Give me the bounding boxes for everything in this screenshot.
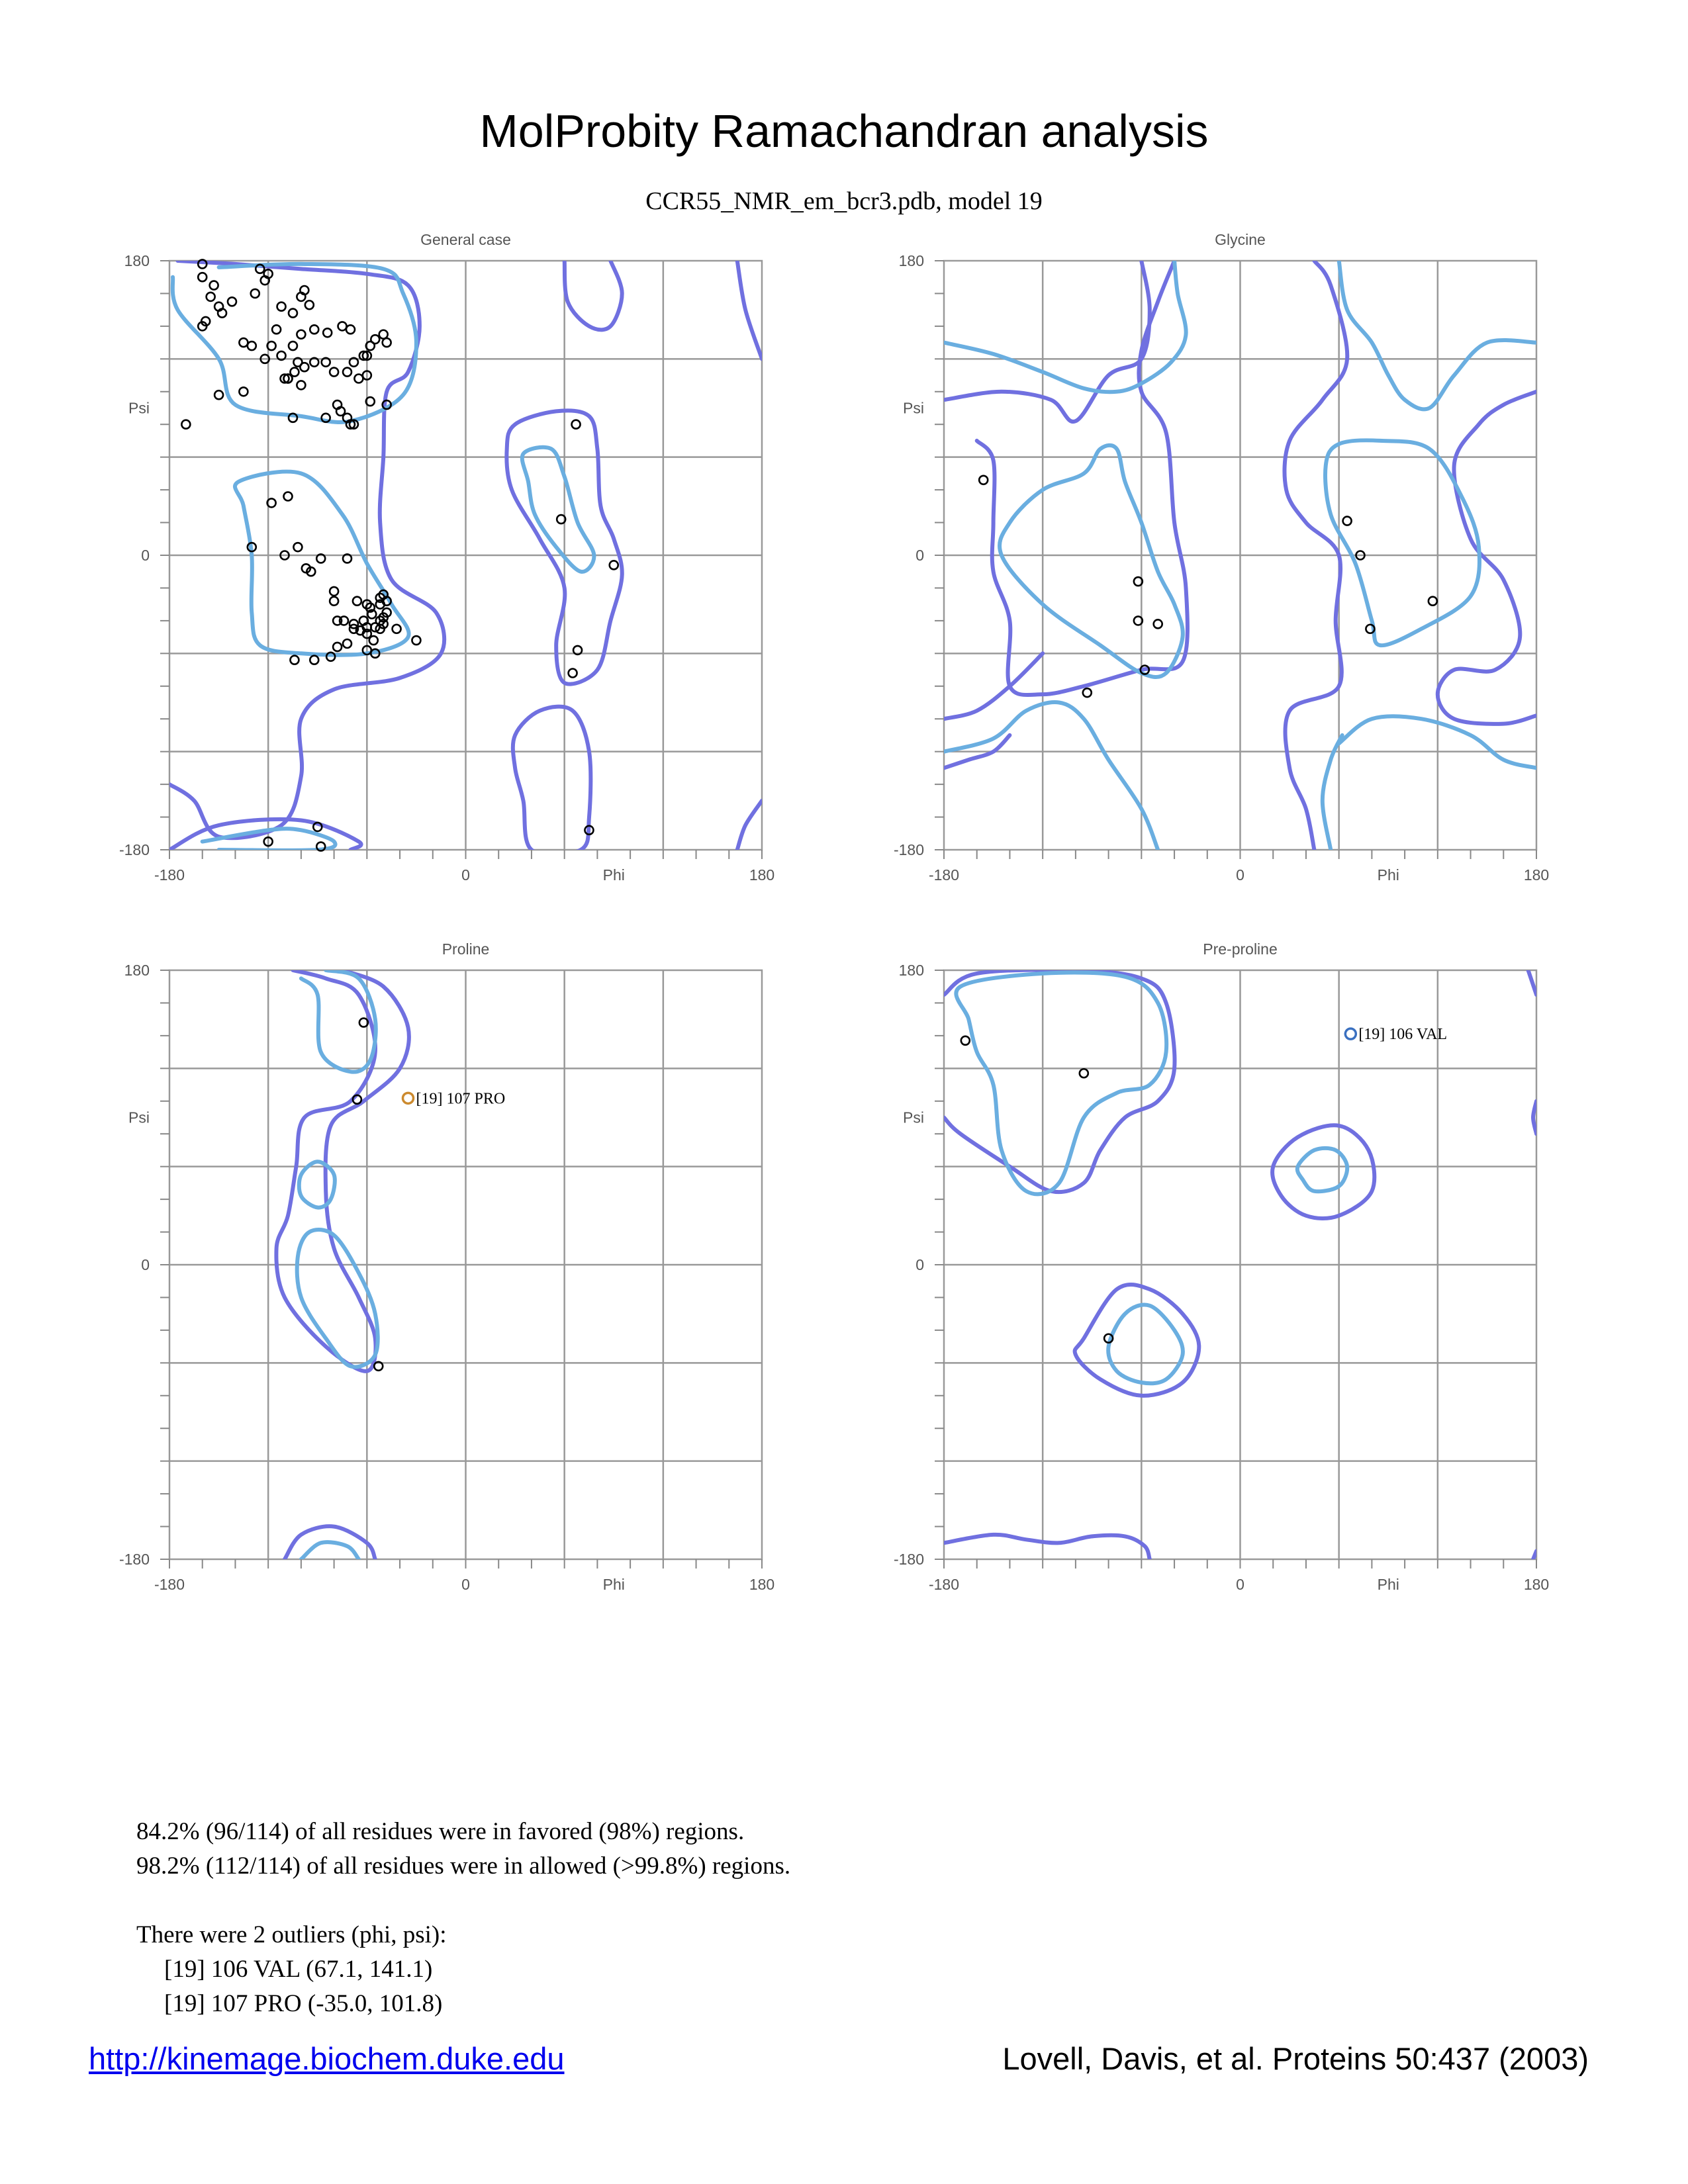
favored-contour bbox=[299, 1161, 335, 1207]
allowed-contour bbox=[944, 970, 1174, 1192]
x-tick-label: 180 bbox=[749, 866, 775, 884]
outlier-point bbox=[1345, 1028, 1356, 1039]
data-point bbox=[412, 636, 420, 645]
data-point bbox=[210, 281, 218, 290]
favored-contour bbox=[301, 1542, 359, 1559]
outlier-label: [19] 106 VAL bbox=[1358, 1026, 1448, 1044]
y-tick-label: 180 bbox=[898, 252, 924, 269]
data-point bbox=[181, 420, 190, 429]
data-point bbox=[343, 639, 352, 648]
data-point bbox=[393, 625, 401, 633]
data-point bbox=[248, 341, 256, 350]
allowed-contour bbox=[1438, 392, 1536, 724]
panel-0 bbox=[119, 231, 774, 884]
panel-3 bbox=[894, 940, 1549, 1593]
y-tick-label: 180 bbox=[124, 962, 150, 979]
data-point bbox=[379, 330, 388, 339]
x-tick-label: 180 bbox=[1523, 1576, 1550, 1593]
x-tick-label: -180 bbox=[928, 1576, 960, 1593]
panel-title: General case bbox=[420, 231, 511, 248]
page-subtitle: CCR55_NMR_em_bcr3.pdb, model 19 bbox=[645, 187, 1043, 215]
x-tick-label: 180 bbox=[1523, 866, 1550, 884]
outlier-point bbox=[402, 1093, 413, 1103]
y-tick-label: 180 bbox=[124, 252, 150, 269]
x-tick-label: 180 bbox=[749, 1576, 775, 1593]
data-point bbox=[310, 325, 318, 334]
data-point bbox=[198, 273, 207, 281]
data-point bbox=[979, 476, 988, 484]
outlier-label: [19] 107 PRO bbox=[416, 1090, 506, 1108]
outlier-item: [19] 106 VAL (67.1, 141.1) bbox=[164, 1956, 433, 1983]
favored-contour bbox=[522, 447, 594, 572]
data-point bbox=[1154, 619, 1162, 628]
data-point bbox=[330, 597, 338, 606]
allowed-contour bbox=[977, 261, 1188, 695]
data-point bbox=[371, 335, 379, 343]
data-point bbox=[228, 297, 236, 306]
data-point bbox=[289, 309, 297, 318]
favored-contour bbox=[956, 972, 1166, 1194]
allowed-contour bbox=[565, 261, 622, 330]
data-point bbox=[239, 387, 248, 396]
allowed-contour bbox=[1528, 970, 1536, 995]
data-point bbox=[369, 636, 378, 645]
data-point bbox=[214, 390, 223, 399]
y-tick-label: -180 bbox=[118, 841, 150, 858]
data-point bbox=[330, 368, 338, 377]
favored-contour bbox=[1000, 445, 1183, 677]
data-point bbox=[323, 328, 332, 337]
data-point bbox=[297, 381, 305, 389]
kinemage-link[interactable]: http://kinemage.biochem.duke.edu bbox=[89, 2041, 565, 2076]
data-point bbox=[310, 656, 318, 664]
citation: Lovell, Davis, et al. Proteins 50:437 (2003) bbox=[1002, 2041, 1589, 2076]
y-axis-label: Psi bbox=[903, 399, 924, 417]
data-point bbox=[610, 561, 618, 569]
panel-title: Glycine bbox=[1215, 231, 1266, 248]
y-axis-label: Psi bbox=[128, 1109, 150, 1126]
page-title: MolProbity Ramachandran analysis bbox=[479, 105, 1209, 157]
data-point bbox=[1429, 597, 1437, 606]
data-point bbox=[300, 363, 308, 371]
favored-summary: 84.2% (96/114) of all residues were in favored (98%) regions. bbox=[136, 1818, 745, 1845]
data-point bbox=[277, 302, 286, 311]
panel-title: Pre-proline bbox=[1203, 940, 1278, 958]
y-axis-label: Psi bbox=[128, 399, 150, 417]
x-tick-label: 0 bbox=[1236, 1576, 1244, 1593]
y-tick-label: -180 bbox=[893, 1551, 924, 1568]
summary bbox=[136, 1815, 790, 2021]
favored-contour bbox=[944, 702, 1158, 850]
allowed-contour bbox=[513, 707, 591, 855]
x-axis-label: Phi bbox=[1377, 866, 1399, 884]
data-point bbox=[251, 289, 259, 298]
data-point bbox=[207, 293, 215, 301]
panel-1 bbox=[894, 231, 1549, 884]
x-tick-label: -180 bbox=[928, 866, 960, 884]
allowed-contour bbox=[737, 801, 762, 850]
data-point bbox=[343, 368, 352, 377]
data-point bbox=[338, 322, 347, 330]
data-point bbox=[569, 669, 577, 678]
panel-title: Proline bbox=[442, 940, 490, 958]
data-point bbox=[330, 587, 338, 596]
allowed-contour bbox=[276, 970, 408, 1371]
data-point bbox=[353, 597, 361, 606]
x-axis-label: Phi bbox=[602, 866, 625, 884]
data-point bbox=[289, 341, 297, 350]
y-tick-label: 0 bbox=[141, 547, 150, 564]
data-point bbox=[239, 338, 248, 347]
y-tick-label: 0 bbox=[915, 1256, 924, 1273]
data-point bbox=[572, 420, 581, 429]
data-point bbox=[1343, 517, 1352, 525]
allowed-contour bbox=[1272, 1125, 1374, 1218]
allowed-summary: 98.2% (112/114) of all residues were in allowed (>99.8%) regions. bbox=[136, 1852, 791, 1880]
data-point bbox=[293, 543, 302, 551]
favored-contour bbox=[1108, 1305, 1183, 1384]
data-point bbox=[297, 330, 305, 339]
data-point bbox=[961, 1036, 970, 1045]
favored-contour bbox=[297, 1230, 378, 1367]
data-point bbox=[1080, 1069, 1088, 1077]
allowed-contour bbox=[944, 1535, 1150, 1559]
favored-contour bbox=[173, 264, 416, 422]
y-tick-label: 0 bbox=[915, 547, 924, 564]
x-axis-label: Phi bbox=[1377, 1576, 1399, 1593]
favored-contour bbox=[1325, 440, 1479, 645]
x-tick-label: -180 bbox=[154, 1576, 185, 1593]
data-point bbox=[272, 325, 281, 334]
data-point bbox=[383, 338, 391, 347]
y-tick-label: -180 bbox=[118, 1551, 150, 1568]
data-point bbox=[284, 492, 293, 501]
allowed-contour bbox=[944, 261, 1150, 422]
y-axis-label: Psi bbox=[903, 1109, 924, 1126]
data-point bbox=[1083, 688, 1092, 697]
data-point bbox=[346, 325, 355, 334]
panel-2 bbox=[119, 940, 774, 1593]
x-tick-label: 0 bbox=[461, 1576, 470, 1593]
outliers-header: There were 2 outliers (phi, psi): bbox=[136, 1921, 447, 1948]
x-tick-label: 0 bbox=[1236, 866, 1244, 884]
outlier-item: [19] 107 PRO (-35.0, 101.8) bbox=[164, 1990, 443, 2017]
x-axis-label: Phi bbox=[602, 1576, 625, 1593]
y-tick-label: 0 bbox=[141, 1256, 150, 1273]
data-point bbox=[305, 300, 314, 309]
x-tick-label: -180 bbox=[154, 866, 185, 884]
y-tick-label: -180 bbox=[893, 841, 924, 858]
favored-contour bbox=[301, 970, 376, 1072]
data-point bbox=[354, 375, 363, 383]
data-point bbox=[290, 656, 299, 664]
x-tick-label: 0 bbox=[461, 866, 470, 884]
data-point bbox=[333, 643, 342, 651]
allowed-contour bbox=[737, 261, 762, 359]
y-tick-label: 180 bbox=[898, 962, 924, 979]
